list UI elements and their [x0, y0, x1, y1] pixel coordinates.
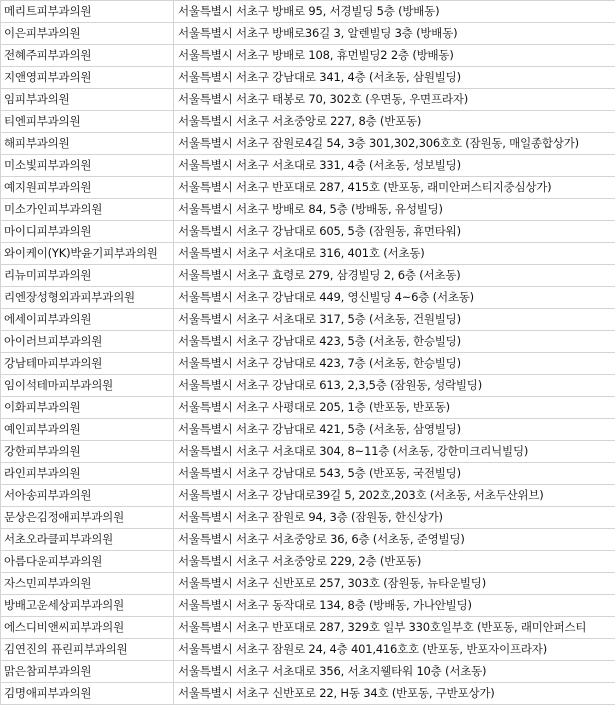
clinic-address-cell[interactable]: 서울특별시 서초구 잠원로 94, 3층 (잠원동, 한신상가): [174, 507, 615, 529]
clinic-address-cell[interactable]: 서울특별시 서초구 동작대로 134, 8층 (방배동, 가나안빌딩): [174, 595, 615, 617]
table-row: [1, 177, 615, 199]
clinic-address-cell[interactable]: 서울특별시 서초구 잠원로4길 54, 3층 301,302,306호호 (잠원동, 매일종합상가): [174, 133, 615, 155]
table-row: [1, 45, 615, 67]
clinic-name-cell[interactable]: 아이러브피부과의원: [1, 331, 174, 353]
table-row: [1, 375, 615, 397]
clinic-name-cell[interactable]: 해피부과의원: [1, 133, 174, 155]
table-row: [1, 419, 615, 441]
clinic-name-cell[interactable]: 미소가인피부과의원: [1, 199, 174, 221]
clinic-address-cell[interactable]: 서울특별시 서초구 방배로36길 3, 알렌빌딩 3층 (방배동): [174, 23, 615, 45]
clinic-name-cell[interactable]: 자스민피부과의원: [1, 573, 174, 595]
clinic-name-cell[interactable]: 강한피부과의원: [1, 441, 174, 463]
table-row: [1, 441, 615, 463]
clinic-name-cell[interactable]: 마이디피부과의원: [1, 221, 174, 243]
table-row: [1, 1, 615, 23]
clinic-address-cell[interactable]: 서울특별시 서초구 서초대로 316, 401호 (서초동): [174, 243, 615, 265]
table-row: [1, 155, 615, 177]
clinic-name-cell[interactable]: 아름다운피부과의원: [1, 551, 174, 573]
clinic-address-cell[interactable]: 서울특별시 서초구 강남대로 341, 4층 (서초동, 삼원빌딩): [174, 67, 615, 89]
table-row: [1, 595, 615, 617]
clinic-name-cell[interactable]: 티엔피부과의원: [1, 111, 174, 133]
table-row: [1, 221, 615, 243]
table-row: [1, 397, 615, 419]
table-row: [1, 89, 615, 111]
table-row: [1, 463, 615, 485]
table-row: [1, 573, 615, 595]
table-row: [1, 507, 615, 529]
table-row: [1, 551, 615, 573]
clinic-address-cell[interactable]: 서울특별시 서초구 강남대로 421, 5층 (서초동, 삼영빌딩): [174, 419, 615, 441]
clinic-name-cell[interactable]: 라인피부과의원: [1, 463, 174, 485]
table-row: [1, 199, 615, 221]
clinic-address-cell[interactable]: 서울특별시 서초구 서초중앙로 227, 8층 (반포동): [174, 111, 615, 133]
clinic-name-cell[interactable]: 임피부과의원: [1, 89, 174, 111]
clinic-address-cell[interactable]: 서울특별시 서초구 반포대로 287, 415호 (반포동, 래미안퍼스티지중심상가): [174, 177, 615, 199]
clinic-name-cell[interactable]: 리뉴미피부과의원: [1, 265, 174, 287]
table-row: [1, 639, 615, 661]
clinic-name-cell[interactable]: 와이케이(YK)박윤기피부과의원: [1, 243, 174, 265]
clinic-name-cell[interactable]: 리엔장성형외과피부과의원: [1, 287, 174, 309]
clinic-address-cell[interactable]: 서울특별시 서초구 신반포로 257, 303호 (잠원동, 뉴타운빌딩): [174, 573, 615, 595]
clinic-address-cell[interactable]: 서울특별시 서초구 강남대로 449, 영신빌딩 4~6층 (서초동): [174, 287, 615, 309]
clinic-address-cell[interactable]: 서울특별시 서초구 방배로 95, 서경빌딩 5층 (방배동): [174, 1, 615, 23]
clinic-name-cell[interactable]: 에세이피부과의원: [1, 309, 174, 331]
clinic-name-cell[interactable]: 이은피부과의원: [1, 23, 174, 45]
clinic-address-cell[interactable]: 서울특별시 서초구 서초중앙로 36, 6층 (서초동, 준영빌딩): [174, 529, 615, 551]
clinic-name-cell[interactable]: 강남테마피부과의원: [1, 353, 174, 375]
table-row: [1, 331, 615, 353]
clinic-name-cell[interactable]: 예지원피부과의원: [1, 177, 174, 199]
clinic-address-cell[interactable]: 서울특별시 서초구 강남대로39길 5, 202호,203호 (서초동, 서초두산위브): [174, 485, 615, 507]
table-row: [1, 309, 615, 331]
clinic-address-cell[interactable]: 서울특별시 서초구 신반포로 22, H동 34호 (반포동, 구반포상가): [174, 683, 615, 705]
table-row: [1, 133, 615, 155]
clinic-address-cell[interactable]: 서울특별시 서초구 태봉로 70, 302호 (우면동, 우면프라자): [174, 89, 615, 111]
table-row: [1, 243, 615, 265]
table-row: [1, 353, 615, 375]
table-row: [1, 23, 615, 45]
clinic-name-cell[interactable]: 서초오라클피부과의원: [1, 529, 174, 551]
table-row: [1, 67, 615, 89]
clinic-address-cell[interactable]: 서울특별시 서초구 서초중앙로 229, 2층 (반포동): [174, 551, 615, 573]
clinic-address-cell[interactable]: 서울특별시 서초구 강남대로 543, 5층 (반포동, 국전빌딩): [174, 463, 615, 485]
clinic-address-cell[interactable]: 서울특별시 서초구 강남대로 423, 5층 (서초동, 한승빌딩): [174, 331, 615, 353]
clinic-address-cell[interactable]: 서울특별시 서초구 서초대로 331, 4층 (서초동, 성보빌딩): [174, 155, 615, 177]
clinic-name-cell[interactable]: 예인피부과의원: [1, 419, 174, 441]
clinic-name-cell[interactable]: 메리트피부과의원: [1, 1, 174, 23]
clinic-address-cell[interactable]: 서울특별시 서초구 방배로 108, 휴먼빌딩2 2층 (방배동): [174, 45, 615, 67]
table-row: [1, 661, 615, 683]
clinic-address-cell[interactable]: 서울특별시 서초구 강남대로 605, 5층 (잠원동, 휴먼타워): [174, 221, 615, 243]
spreadsheet-body: [1, 1, 615, 705]
table-row: [1, 111, 615, 133]
clinic-name-cell[interactable]: 이화피부과의원: [1, 397, 174, 419]
clinic-name-cell[interactable]: 방배고운세상피부과의원: [1, 595, 174, 617]
table-row: [1, 265, 615, 287]
clinic-name-cell[interactable]: 전혜주피부과의원: [1, 45, 174, 67]
clinic-address-cell[interactable]: 서울특별시 서초구 방배로 84, 5층 (방배동, 유성빌딩): [174, 199, 615, 221]
clinic-address-cell[interactable]: 서울특별시 서초구 사평대로 205, 1층 (반포동, 반포동): [174, 397, 615, 419]
clinic-address-cell[interactable]: 서울특별시 서초구 강남대로 613, 2,3,5층 (잠원동, 성락빌딩): [174, 375, 615, 397]
clinic-address-cell[interactable]: 서울특별시 서초구 잠원로 24, 4층 401,416호호 (반포동, 반포자이프라자): [174, 639, 615, 661]
table-row: [1, 683, 615, 705]
clinic-address-cell[interactable]: 서울특별시 서초구 서초대로 317, 5층 (서초동, 건원빌딩): [174, 309, 615, 331]
table-row: [1, 287, 615, 309]
table-row: [1, 485, 615, 507]
clinic-address-cell[interactable]: 서울특별시 서초구 효령로 279, 삼경빌딩 2, 6층 (서초동): [174, 265, 615, 287]
clinic-name-cell[interactable]: 서아송피부과의원: [1, 485, 174, 507]
clinic-name-cell[interactable]: 김연진의 퓨린피부과의원: [1, 639, 174, 661]
clinic-name-cell[interactable]: 문상은김정애피부과의원: [1, 507, 174, 529]
clinic-name-cell[interactable]: 김명애피부과의원: [1, 683, 174, 705]
table-row: [1, 617, 615, 639]
clinic-address-cell[interactable]: 서울특별시 서초구 반포대로 287, 329호 일부 330호일부호 (반포동, 래미안퍼스티: [174, 617, 615, 639]
clinic-address-cell[interactable]: 서울특별시 서초구 서초대로 304, 8~11층 (서초동, 강한미크리닉빌딩): [174, 441, 615, 463]
clinic-name-cell[interactable]: 맑은참피부과의원: [1, 661, 174, 683]
clinic-name-cell[interactable]: 미소빛피부과의원: [1, 155, 174, 177]
table-row: [1, 529, 615, 551]
clinic-name-cell[interactable]: 지앤영피부과의원: [1, 67, 174, 89]
clinic-address-cell[interactable]: 서울특별시 서초구 서초대로 356, 서초지웰타워 10층 (서초동): [174, 661, 615, 683]
clinic-address-cell[interactable]: 서울특별시 서초구 강남대로 423, 7층 (서초동, 한승빌딩): [174, 353, 615, 375]
clinic-name-cell[interactable]: 에스디비앤씨피부과의원: [1, 617, 174, 639]
clinic-name-cell[interactable]: 임이석테마피부과의원: [1, 375, 174, 397]
